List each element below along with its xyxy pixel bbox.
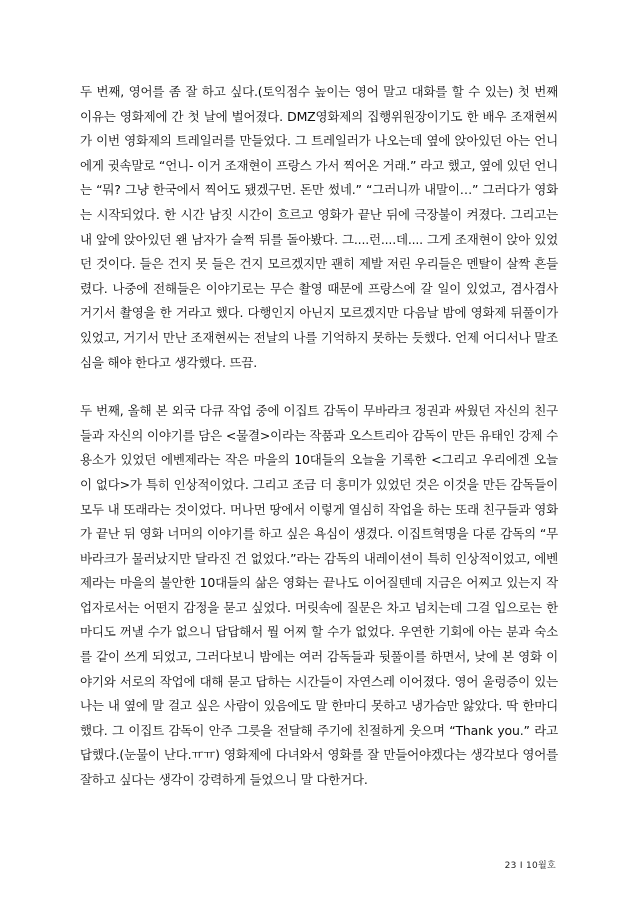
article-body: [80, 80, 558, 793]
paragraph: 두 번째, 영어를 좀 잘 하고 싶다.(토익점수 높이는 영어 말고 대화를 할 수 있는) 첫 번째 이유는 영화제에 간 첫 날에 벌어졌다. DMZ영화제의 집행위원장이기도 한 배우 조재현씨가 이번 영화제의 트레일러를 만들었다. 그 트레일러가 나오는데 옆에 앉아있던 아는 언니에게 귓속말로 “언니- 이거 조재현이 프랑스 가서 찍어온 거래.” 라고 했고, 옆에 있던 언니는 “뭐? 그냥 한국에서 찍어도 됐겠구먼. 돈만 썼네.” “그러니까 내말이…” 그러다가 영화는 시작되었다. 한 시간 남짓 시간이 흐르고 영화가 끝난 뒤에 극장불이 켜졌다. 그리고는 내 앞에 앉아있던 왠 남자가 슬쩍 뒤를 돌아봤다. 그....런....데.... 그게 조재현이 앉아 있었던 것이다. 들은 건지 못 들은 건지 모르겠지만 괜히 제발 저린 우리들은 멘탈이 살짝 흔들렸다. 나중에 전해들은 이야기로는 무슨 촬영 때문에 프랑스에 갈 일이 있었고, 겸사겸사 거기서 촬영을 한 거라고 했다. 다행인지 아닌지 모르겠지만 다음날 밤에 영화제 뒤풀이가 있었고, 거기서 만난 조재현씨는 전날의 나를 기억하지 못하는 듯했다. 언제 어디서나 말조심을 해야 한다고 생각했다. 뜨끔.: [80, 84, 558, 370]
page-footer: 23 I 10월호: [504, 861, 556, 871]
paragraph: 두 번째, 올해 본 외국 다큐 작업 중에 이집트 감독이 무바라크 정권과 싸웠던 자신의 친구들과 자신의 이야기를 담은 <물결>이라는 작품과 오스트리아 감독이 만든 유태인 강제 수용소가 있었던 에벤제라는 작은 마을의 10대들의 오늘을 기록한 <그리고 우리에겐 오늘이 없다>가 특히 인상적이었다. 그리고 조금 더 흥미가 있었던 것은 이것을 만든 감독들이 모두 내 또래라는 것이었다. 머나먼 땅에서 이렇게 열심히 작업을 하는 또래 친구들과 영화가 끝난 뒤 영화 너머의 이야기를 하고 싶은 욕심이 생겼다. 이집트혁명을 다룬 감독의 “무바라크가 물러났지만 달라진 건 없었다.”라는 감독의 내레이션이 특히 인상적이었고, 에벤제라는 마을의 불안한 10대들의 삶은 영화는 끝나도 이어질텐데 지금은 어찌고 있는지 작업자로서는 어떤지 감정을 묻고 싶었다. 머릿속에 질문은 차고 넘치는데 그걸 입으로는 한마디도 꺼낼 수가 없으니 답답해서 뭘 어찌 할 수가 없었다. 우연한 기회에 아는 분과 숙소를 같이 쓰게 되었고, 그러다보니 밤에는 여러 감독들과 뒷풀이를 하면서, 낮에 본 영화 이야기와 서로의 작업에 대해 묻고 답하는 시간들이 자연스레 이어졌다. 영어 울렁증이 있는 나는 내 옆에 말 걸고 싶은 사람이 있음에도 말 한마디 못하고 냉가슴만 앓았다. 딱 한마디 했다. 그 이집트 감독이 안주 그릇을 전달해 주기에 친절하게 웃으며 “Thank you.” 라고 답했다.(눈물이 난다.ㅠㅠ) 영화제에 다녀와서 영화를 잘 만들어야겠다는 생각보다 영어를 잘하고 싶다는 생각이 강력하게 들었으니 말 다한거다.: [80, 403, 558, 788]
